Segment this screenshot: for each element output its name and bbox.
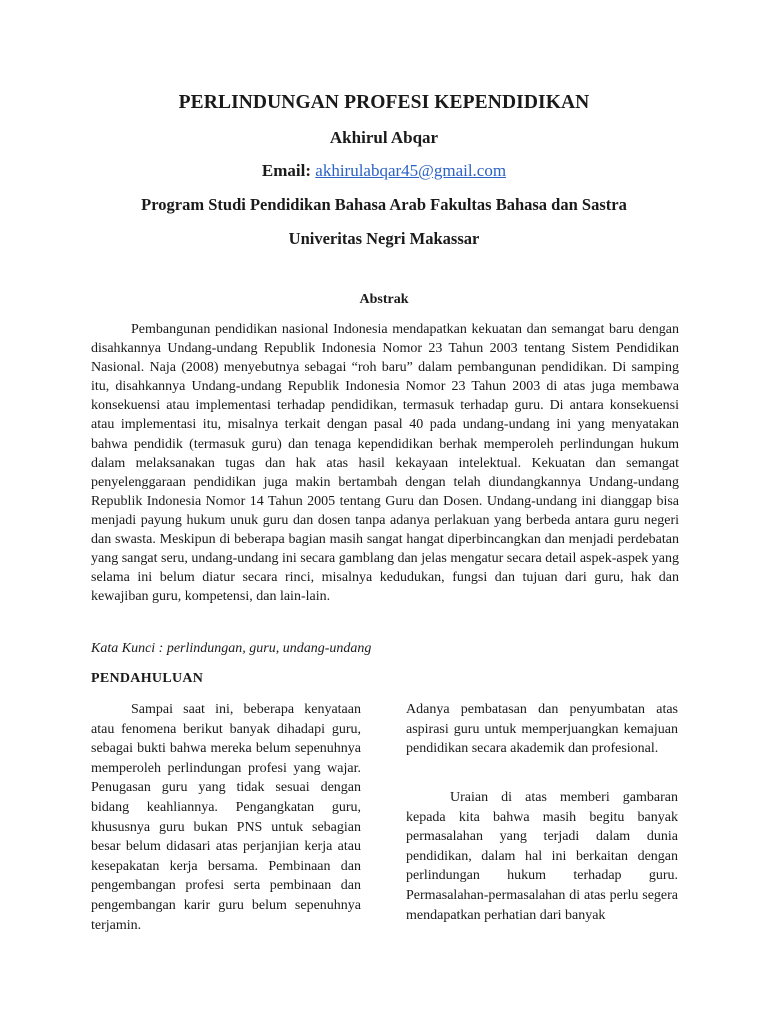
intro-right-paragraph-1: Adanya pembatasan dan penyumbatan atas aspirasi guru untuk memperjuangkan kemajuan pendidikan secara akademik dan profesional. bbox=[406, 702, 678, 757]
section-heading-pendahuluan: PENDAHULUAN bbox=[91, 671, 204, 686]
abstract-text: Pembangunan pendidikan nasional Indonesia mendapatkan kekuatan dan semangat baru dengan disahkannya Undang-undang Republik Indonesia Nomor 23 Tahun 2003 tentang Sistem Pendidikan Nasional. Naja (2008) menyebutnya sebagai “roh baru” dalam pembangunan pendidikan. Di samping itu, disahkannya Undang-undang Republik Indonesia Nomor 23 Tahun 2003 di atas juga membawa konsekuensi atau implementasi terhadap pendidikan, termasuk terhadap guru. Di antara konsekuensi atau implementasi itu, misalnya terkait dengan pasal 40 pada undang-undang ini yang menyatakan bahwa pendidik (termasuk guru) dan tenaga kependidikan berhak memperoleh perlindungan hukum dalam melaksanakan tugas dan hak atas hasil kekayaan intelektual. Kekuatan dan semangat penyelenggaraan pendidikan juga makin bertambah dengan telah diundangkannya Undang-undang Republik Indonesia Nomor 14 Tahun 2005 tentang Guru dan Dosen. Undang-undang ini dianggap bisa menjadi payung hukum unuk guru dan dosen tanpa adanya perlakuan yang berbeda antara guru negeri dan swasta. Meskipun di beberapa bagian masih sangat hangat diperbincangkan dan menjadi perdebatan yang sangat seru, undang-undang ini secara gamblang dan jelas mengatur secara detail aspek-aspek yang selama ini belum diatur secara rinci, misalnya kedudukan, fungsi dan tujuan dari guru, hak dan kewajiban guru, kompetensi, dan lain-lain. bbox=[91, 322, 679, 605]
email-label: Email: bbox=[261, 161, 312, 180]
affiliation-university: Univeritas Negri Makassar bbox=[288, 229, 480, 248]
email-line bbox=[0, 161, 768, 181]
intro-left-paragraph: Sampai saat ini, beberapa kenyataan atau fenomena berikut banyak dihadapi guru, sebagai bukti bahwa mereka belum sepenuhnya memperoleh perlindungan profesi yang wajar. Penugasan guru yang tidak sesuai dengan bidang keahliannya. Pengangkatan guru, khususnya guru bukan PNS untuk sebagian besar belum didasari atas perjanjian kerja atau kesepakatan kerja bersama. Pembinaan dan pengembangan profesi serta pembinaan dan pengembangan karir guru belum sepenuhnya terjamin. bbox=[91, 702, 361, 933]
abstract-heading: Abstrak bbox=[359, 292, 409, 307]
affiliation-program: Program Studi Pendidikan Bahasa Arab Fakultas Bahasa dan Sastra bbox=[141, 195, 627, 214]
keywords: Kata Kunci : perlindungan, guru, undang-undang bbox=[91, 641, 372, 656]
author-name: Akhirul Abqar bbox=[329, 128, 439, 147]
paper-title: PERLINDUNGAN PROFESI KEPENDIDIKAN bbox=[178, 92, 590, 113]
intro-right-paragraph-2: Uraian di atas memberi gambaran kepada kita bahwa masih begitu banyak permasalahan yang terjadi dalam dunia pendidikan, dalam hal ini berkaitan dengan perlindungan hukum terhadap guru. Permasalahan-permasalahan di atas perlu segera mendapatkan perhatian dari banyak bbox=[406, 790, 678, 923]
email-link[interactable]: akhirulabqar45@gmail.com bbox=[315, 161, 507, 180]
